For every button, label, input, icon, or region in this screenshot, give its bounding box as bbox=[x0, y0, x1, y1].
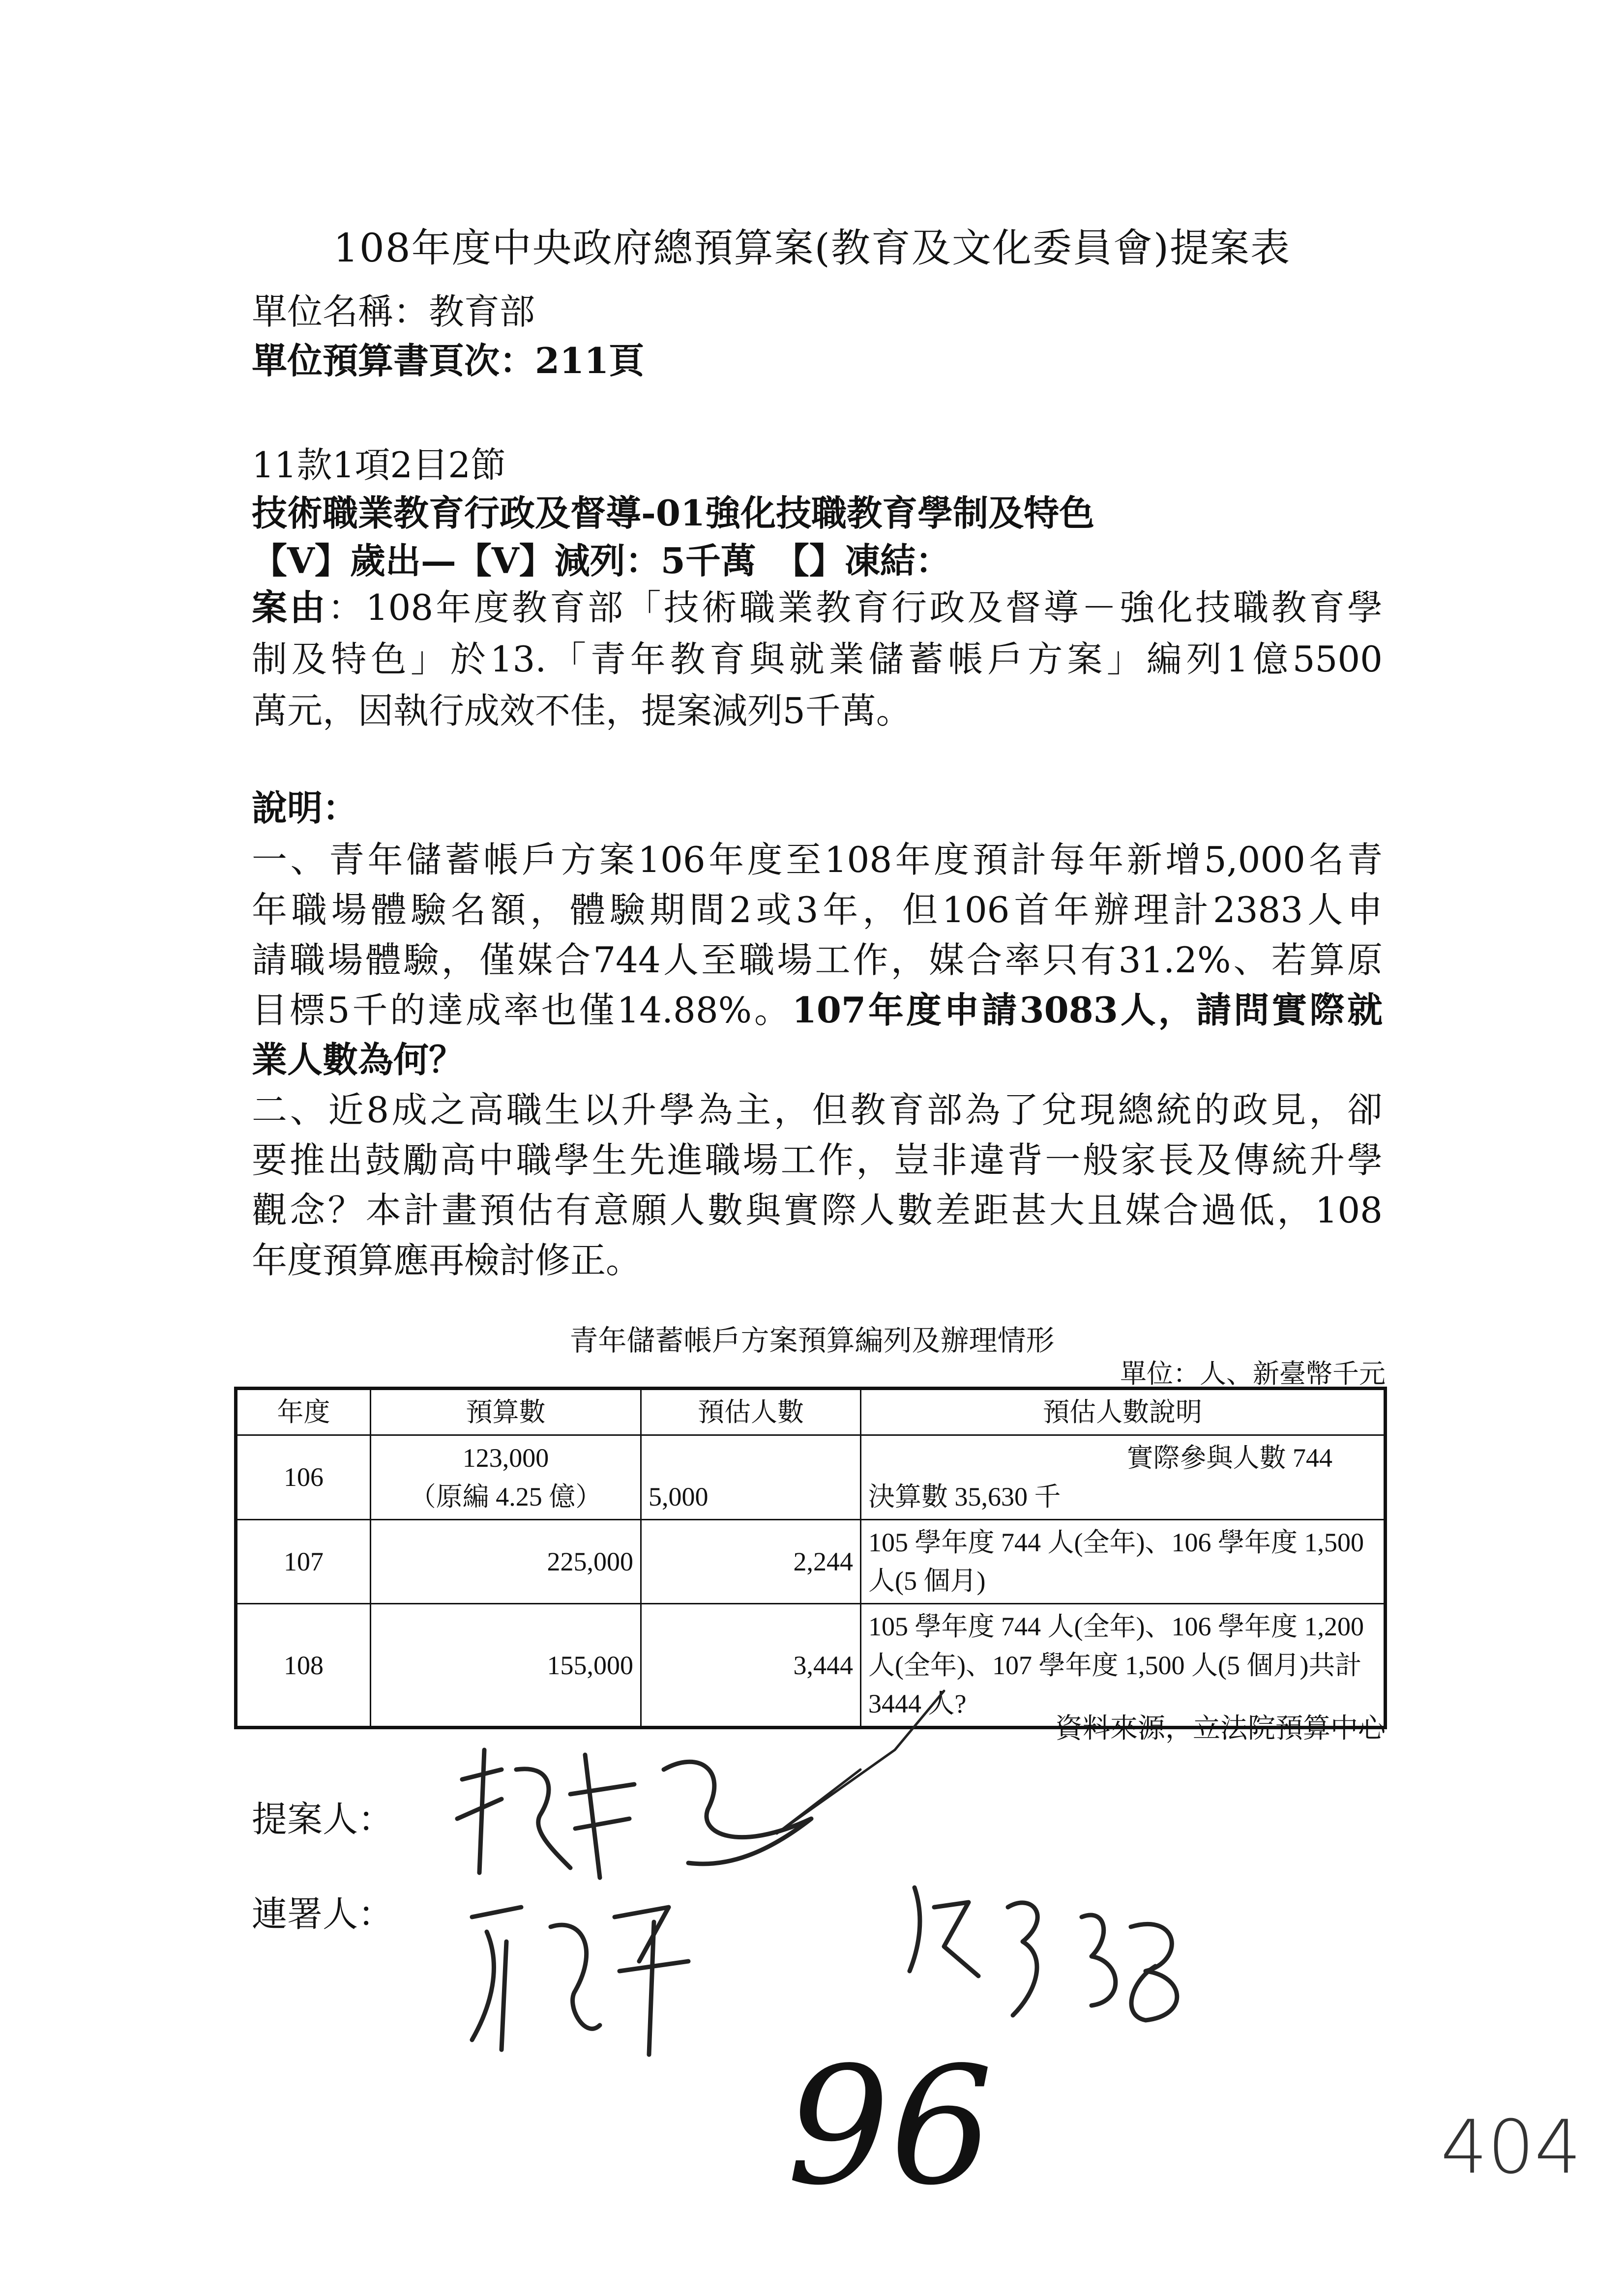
reason-label: 案由 bbox=[252, 586, 328, 628]
section-code: 11款1項2目2節 bbox=[252, 444, 506, 486]
action-line: 【V】歲出—【V】減列：5千萬 【】凍結： bbox=[252, 540, 951, 581]
cell-year: 108 bbox=[236, 1604, 371, 1728]
explanation-line: 要推出鼓勵高中職學生先進職場工作，豈非違背一般家長及傳統升學 bbox=[252, 1139, 1383, 1181]
header-budget: 預算數 bbox=[371, 1389, 641, 1435]
proposer-signature bbox=[457, 1750, 811, 1878]
proposer-label: 提案人： bbox=[252, 1799, 394, 1840]
program-name: 技術職業教育行政及督導-01強化技職教育學制及特色 bbox=[252, 492, 1095, 534]
table-caption: 青年儲蓄帳戶方案預算編列及辦理情形 bbox=[569, 1325, 1055, 1357]
handwritten-page-number: 404 bbox=[1441, 2105, 1582, 2190]
annotation-arrow-stroke bbox=[777, 1691, 944, 1833]
reason-line: 制及特色」於13.「青年教育與就業儲蓄帳戶方案」編列1億5500 bbox=[252, 639, 1383, 680]
explanation-line: 觀念？本計畫預估有意願人數與實際人數差距甚大且媒合過低，108 bbox=[252, 1190, 1383, 1231]
reason-text: ：108年度教育部「技術職業教育行政及督導－強化技職教育學 bbox=[327, 587, 1383, 628]
cell-year: 106 bbox=[236, 1435, 371, 1520]
budget-note: （原編 4.25 億） bbox=[409, 1482, 602, 1511]
header-people: 預估人數 bbox=[641, 1389, 861, 1435]
explanation-line: 一、青年儲蓄帳戶方案106年度至108年度預計每年新增5,000名青 bbox=[252, 839, 1383, 880]
handwritten-number: 96 bbox=[787, 2032, 993, 2221]
explanation-line: 請職場體驗，僅媒合744人至職場工作，媒合率只有31.2%、若算原 bbox=[252, 939, 1383, 981]
explanation-line: 年職場體驗名額，體驗期間2或3年，但106首年辦理計2383人申 bbox=[252, 889, 1383, 930]
cell-budget: 225,000 bbox=[371, 1519, 641, 1604]
header-year: 年度 bbox=[236, 1389, 371, 1435]
explanation-label: 說明： bbox=[252, 787, 358, 829]
cell-description: 105 學年度 744 人(全年)、106 學年度 1,500 人(5 個月) bbox=[861, 1519, 1386, 1604]
desc-line: 決算數 35,630 千 bbox=[868, 1482, 1061, 1511]
explanation-line: 年度預算應再檢討修正。 bbox=[252, 1240, 642, 1281]
document-title: 108年度中央政府總預算案(教育及文化委員會)提案表 bbox=[333, 225, 1291, 271]
cell-budget: 155,000 bbox=[371, 1604, 641, 1728]
header-description: 預估人數說明 bbox=[861, 1389, 1386, 1435]
explanation-line: 業人數為何？ bbox=[252, 1039, 465, 1080]
budget-page: 單位預算書頁次：211頁 bbox=[252, 340, 645, 381]
desc-line: 實際參與人數 744 bbox=[1126, 1443, 1332, 1473]
data-source: 資料來源，立法院預算中心 bbox=[1055, 1713, 1386, 1744]
cell-description: 105 學年度 744 人(全年)、106 學年度 1,200 人(全年)、107 學年度 1,500 人(5 個月)共計 3444 人? bbox=[861, 1604, 1386, 1728]
cosigner-signature-1 bbox=[472, 1907, 688, 2055]
explanation-text: 目標5千的達成率也僅14.88%。 bbox=[252, 989, 792, 1031]
table-unit: 單位：人、新臺幣千元 bbox=[1120, 1359, 1386, 1389]
explanation-question: 107年度申請3083人，請問實際就 bbox=[792, 989, 1383, 1031]
cosigner-signature-2 bbox=[910, 1888, 1177, 2020]
cosigner-label: 連署人： bbox=[252, 1893, 394, 1935]
cell-people: 3,444 bbox=[641, 1604, 861, 1728]
budget-value: 123,000 bbox=[462, 1443, 549, 1473]
cell-year: 107 bbox=[236, 1519, 371, 1604]
cell-people: 2,244 bbox=[641, 1519, 861, 1604]
reason-line: 萬元，因執行成效不佳，提案減列5千萬。 bbox=[252, 690, 912, 731]
unit-name: 單位名稱：教育部 bbox=[252, 291, 535, 332]
explanation-line: 二、近8成之高職生以升學為主，但教育部為了兌現總統的政見，卻 bbox=[252, 1089, 1383, 1131]
cell-people: 5,000 bbox=[641, 1435, 861, 1520]
